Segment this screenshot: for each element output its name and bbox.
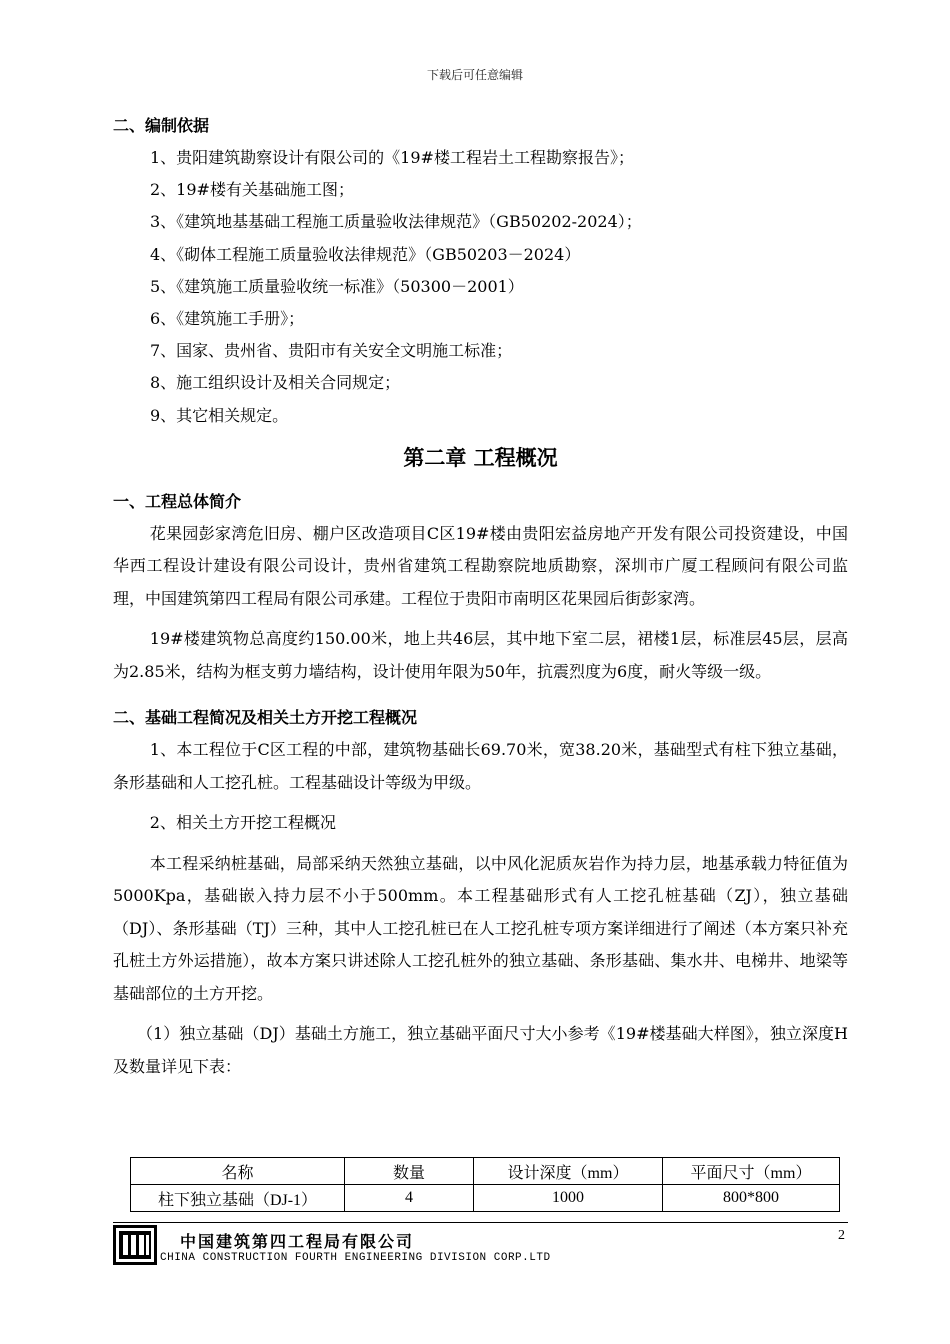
foundation-subheading: 2、相关土方开挖工程概况 <box>149 813 336 833</box>
document-body <box>113 110 848 1083</box>
overview-paragraph: 19#楼建筑物总高度约150.00米，地上共46层，其中地下室二层，裙楼1层，标准层45层，层高为2.85米，结构为框支剪力墙结构，设计使用年限为50年，抗震烈度为6度，耐火等级一级。 <box>113 629 848 681</box>
foundation-table <box>130 1157 840 1212</box>
cscec-logo <box>113 1225 157 1265</box>
basis-item: 9、其它相关规定。 <box>150 405 289 425</box>
section-basis-title: 二、编制依据 <box>113 116 210 135</box>
table-cell: 1000 <box>474 1185 663 1212</box>
header-note: 下载后可任意编辑 <box>426 68 523 82</box>
company-name-cn: 中国建筑第四工程局有限公司 <box>180 1232 415 1251</box>
page-number: 2 <box>838 1228 845 1243</box>
table-cell: 800*800 <box>663 1185 840 1212</box>
chapter-title: 第二章 工程概况 <box>403 445 558 470</box>
section-overview-title: 一、工程总体简介 <box>113 491 242 511</box>
foundation-paragraph: 1、本工程位于C区工程的中部，建筑物基础长69.70米，宽38.20米，基础型式有柱下独立基础，条形基础和人工挖孔桩。工程基础设计等级为甲级。 <box>113 740 848 792</box>
basis-item: 6、《建筑施工手册》； <box>150 308 305 328</box>
table-header-row <box>131 1158 840 1185</box>
table-header: 数量 <box>345 1158 474 1185</box>
basis-item: 8、施工组织设计及相关合同规定； <box>150 373 401 393</box>
table-header: 设计深度（mm） <box>474 1158 663 1185</box>
table-header: 名称 <box>131 1158 345 1185</box>
table-cell: 柱下独立基础（DJ-1） <box>131 1185 345 1212</box>
footer-divider <box>113 1222 848 1223</box>
table-cell: 4 <box>345 1185 474 1212</box>
foundation-paragraph: 本工程采纳桩基础，局部采纳天然独立基础，以中风化泥质灰岩作为持力层，地基承载力特征值为5000Kpa，基础嵌入持力层不小于500mm。本工程基础形式有人工挖孔桩基础（ZJ），独立基础（DJ）、条形基础（TJ）三种，其中人工挖孔桩已在人工挖孔桩专项方案详细进行了阐述（本方案只补充孔桩土方外运措施），故本方案只讲述除人工挖孔桩外的独立基础、条形基础、集水井、电梯井、地梁等基础部位的土方开挖。 <box>113 853 848 1003</box>
company-name-en: CHINA CONSTRUCTION FOURTH ENGINEERING DIVISION CORP.LTD <box>160 1252 551 1264</box>
overview-paragraph: 花果园彭家湾危旧房、棚户区改造项目C区19#楼由贵阳宏益房地产开发有限公司投资建设，中国华西工程设计建设有限公司设计，贵州省建筑工程勘察院地质勘察，深圳市广厦工程顾问有限公司监理，中国建筑第四工程局有限公司承建。工程位于贵阳市南明区花果园后街彭家湾。 <box>113 523 848 608</box>
basis-item: 4、《砌体工程施工质量验收法律规范》（GB50203－2024） <box>150 244 581 264</box>
basis-item: 2、19#楼有关基础施工图； <box>150 180 354 200</box>
basis-item: 7、国家、贵州省、贵阳市有关安全文明施工标准； <box>150 341 513 361</box>
table-row <box>131 1185 840 1212</box>
basis-item: 5、《建筑施工质量验收统一标准》（50300－2001） <box>150 276 524 296</box>
basis-item: 3、《建筑地基基础工程施工质量验收法律规范》（GB50202-2024）； <box>150 212 642 232</box>
table-header: 平面尺寸（mm） <box>663 1158 840 1185</box>
foundation-paragraph: （1）独立基础（DJ）基础土方施工，独立基础平面尺寸大小参考《19#楼基础大样图》，独立深度H及数量详见下表： <box>113 1024 848 1076</box>
section-foundation-title: 二、基础工程简况及相关土方开挖工程概况 <box>113 708 418 728</box>
basis-item: 1、贵阳建筑勘察设计有限公司的《19#楼工程岩土工程勘察报告》； <box>150 148 634 167</box>
